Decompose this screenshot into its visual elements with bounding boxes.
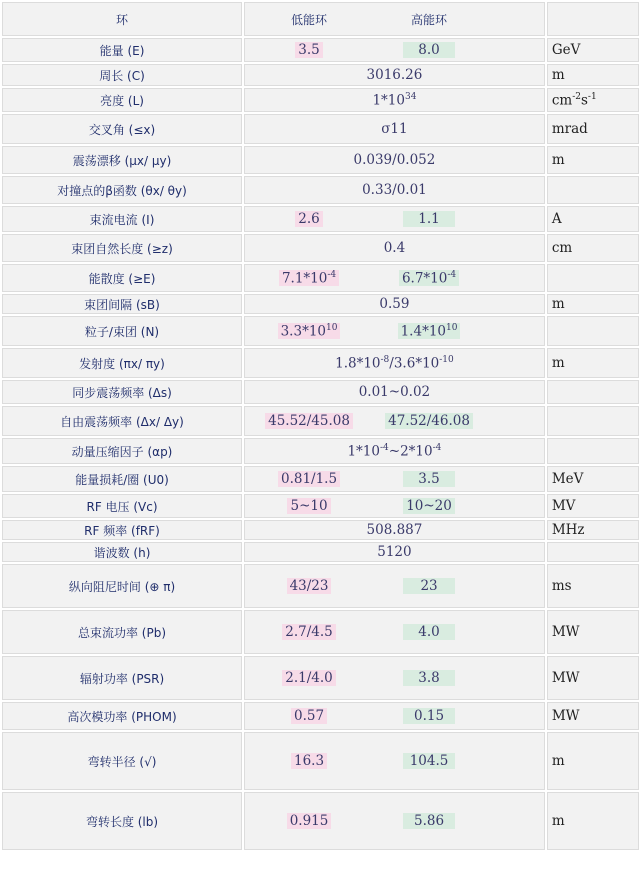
shared-value: 0.01~0.02 — [358, 384, 431, 400]
table-row — [2, 542, 639, 562]
param-value — [244, 114, 545, 144]
high-ring-value — [403, 578, 455, 594]
low-ring-text: 0.915 — [289, 813, 329, 829]
param-name: 束团间隔 (sB) — [2, 294, 242, 314]
table-row — [2, 294, 639, 314]
param-unit — [547, 88, 639, 112]
unit-text: GeV — [551, 42, 581, 58]
low-ring-value — [278, 471, 340, 487]
high-ring-value — [399, 270, 459, 287]
shared-value: 0.039/0.052 — [353, 152, 436, 168]
param-unit — [547, 114, 639, 144]
shared-value: 508.887 — [366, 522, 423, 538]
shared-value: 1*10 — [372, 92, 405, 109]
param-unit — [547, 234, 639, 262]
param-name: 亮度 (L) — [2, 88, 242, 112]
param-name: 震荡漂移 (μx/ μy) — [2, 146, 242, 174]
param-name: 总束流功率 (Pb) — [2, 610, 242, 654]
param-unit — [547, 316, 639, 346]
high-ring-value — [385, 413, 473, 429]
table-row — [2, 348, 639, 378]
header-high-ring: 高能环 — [411, 12, 448, 27]
param-unit — [547, 610, 639, 654]
high-ring-text: 0.15 — [414, 708, 445, 724]
high-ring-value — [403, 42, 455, 58]
param-name: 同步震荡频率 (Δs) — [2, 380, 242, 404]
table-row — [2, 88, 639, 112]
unit-text: m — [551, 296, 565, 312]
low-ring-value — [287, 813, 332, 829]
param-unit — [547, 38, 639, 62]
table-row — [2, 732, 639, 790]
unit-text: MW — [551, 624, 580, 640]
high-ring-text: 5.86 — [414, 813, 445, 829]
unit-text: mrad — [551, 121, 588, 137]
high-ring-value — [403, 624, 455, 640]
param-name: 周长 (C) — [2, 64, 242, 86]
param-unit — [547, 656, 639, 700]
param-name: 发射度 (πx/ πy) — [2, 348, 242, 378]
high-ring-text: 6.7*10 — [401, 270, 448, 287]
param-value — [244, 438, 545, 464]
param-unit — [547, 732, 639, 790]
shared-exponent: 34 — [404, 91, 417, 102]
high-ring-text: 1.4*10 — [400, 323, 446, 340]
table-row — [2, 520, 639, 540]
shared-tail-exponent: -10 — [439, 354, 454, 365]
param-value — [244, 264, 545, 292]
high-ring-text: 4.0 — [418, 624, 440, 640]
param-unit — [547, 206, 639, 232]
high-ring-value — [403, 670, 455, 686]
unit-text: MV — [551, 498, 576, 514]
high-ring-text: 104.5 — [409, 753, 449, 769]
param-value — [244, 294, 545, 314]
high-ring-text: 1.1 — [418, 211, 440, 227]
table-row — [2, 38, 639, 62]
table-row — [2, 406, 639, 436]
shared-value: 3016.26 — [366, 67, 423, 83]
param-value — [244, 792, 545, 850]
low-ring-value — [291, 708, 327, 724]
shared-value: 0.33/0.01 — [362, 182, 427, 198]
param-unit — [547, 564, 639, 608]
param-name: 交叉角 (≤x) — [2, 114, 242, 144]
table-row — [2, 316, 639, 346]
param-unit — [547, 792, 639, 850]
param-value — [244, 520, 545, 540]
table-row — [2, 564, 639, 608]
low-ring-text: 3.5 — [298, 42, 320, 58]
param-name: 自由震荡频率 (Δx/ Δy) — [2, 406, 242, 436]
table-row — [2, 234, 639, 262]
unit-text: m — [551, 355, 565, 371]
param-name: 弯转长度 (lb) — [2, 792, 242, 850]
unit-text: MW — [551, 670, 580, 686]
param-value — [244, 234, 545, 262]
shared-value: 1.8*10 — [335, 355, 381, 372]
table-row — [2, 64, 639, 86]
shared-value: σ11 — [381, 121, 408, 137]
low-ring-value — [291, 753, 327, 769]
low-ring-text: 0.57 — [294, 708, 325, 724]
low-ring-value — [295, 42, 322, 58]
unit-text: MeV — [551, 471, 584, 487]
param-unit — [547, 702, 639, 730]
param-unit — [547, 438, 639, 464]
param-name: RF 频率 (fRF) — [2, 520, 242, 540]
high-ring-value — [403, 471, 455, 487]
param-name: 粒子/束团 (N) — [2, 316, 242, 346]
param-value — [244, 380, 545, 404]
shared-tail-exponent: -4 — [432, 442, 442, 453]
low-ring-exponent: 10 — [326, 322, 338, 333]
param-value — [244, 176, 545, 204]
header-row — [2, 2, 639, 36]
high-ring-value — [403, 708, 455, 724]
param-unit — [547, 64, 639, 86]
unit-text: cm — [551, 92, 573, 109]
shared-exponent: -4 — [379, 442, 389, 453]
table-row — [2, 438, 639, 464]
unit-text: m — [551, 753, 565, 769]
param-value — [244, 542, 545, 562]
param-value — [244, 702, 545, 730]
param-value — [244, 88, 545, 112]
header-energies — [244, 2, 545, 36]
low-ring-text: 5~10 — [290, 498, 328, 514]
low-ring-text: 45.52/45.08 — [268, 413, 350, 429]
table-row — [2, 610, 639, 654]
low-ring-value — [278, 323, 341, 340]
low-ring-value — [287, 498, 330, 514]
low-ring-exponent: -4 — [327, 269, 337, 280]
unit-exponent-2: -1 — [587, 91, 597, 102]
low-ring-value — [282, 670, 336, 686]
shared-value: 0.59 — [379, 296, 410, 312]
low-ring-value — [265, 413, 353, 429]
param-unit — [547, 494, 639, 518]
low-ring-value — [287, 578, 332, 594]
param-unit — [547, 520, 639, 540]
high-ring-exponent: -4 — [447, 269, 457, 280]
param-value — [244, 564, 545, 608]
param-unit — [547, 466, 639, 492]
low-ring-text: 0.81/1.5 — [280, 471, 338, 487]
unit-text-mid: s — [580, 92, 588, 109]
param-unit — [547, 146, 639, 174]
param-unit — [547, 294, 639, 314]
param-value — [244, 406, 545, 436]
param-name: 束流电流 (I) — [2, 206, 242, 232]
param-name: 能量 (E) — [2, 38, 242, 62]
param-value — [244, 656, 545, 700]
param-name: 对撞点的β函数 (θx/ θy) — [2, 176, 242, 204]
param-unit — [547, 176, 639, 204]
table-row — [2, 702, 639, 730]
shared-value-tail: /3.6*10 — [389, 355, 440, 372]
param-value — [244, 494, 545, 518]
low-ring-value — [282, 624, 336, 640]
shared-value: 5120 — [377, 544, 412, 560]
table-row — [2, 264, 639, 292]
low-ring-text: 2.7/4.5 — [285, 624, 333, 640]
low-ring-value — [295, 211, 322, 227]
param-name: 弯转半径 (√) — [2, 732, 242, 790]
unit-text: ms — [551, 578, 572, 594]
unit-text: cm — [551, 240, 573, 256]
param-value — [244, 466, 545, 492]
param-unit — [547, 348, 639, 378]
high-ring-value — [398, 323, 461, 340]
param-value — [244, 38, 545, 62]
high-ring-text: 10~20 — [406, 498, 452, 514]
high-ring-text: 3.5 — [418, 471, 440, 487]
high-ring-exponent: 10 — [446, 322, 458, 333]
param-name: 动量压缩因子 (αp) — [2, 438, 242, 464]
low-ring-text: 7.1*10 — [281, 270, 328, 287]
param-value — [244, 64, 545, 86]
param-value — [244, 316, 545, 346]
param-unit — [547, 406, 639, 436]
table-row — [2, 466, 639, 492]
low-ring-text: 3.3*10 — [280, 323, 326, 340]
param-name: 能量损耗/圈 (U0) — [2, 466, 242, 492]
param-value — [244, 732, 545, 790]
low-ring-text: 2.1/4.0 — [285, 670, 333, 686]
high-ring-text: 8.0 — [418, 42, 440, 58]
param-unit — [547, 542, 639, 562]
header-ring: 环 — [2, 2, 242, 36]
table-row — [2, 380, 639, 404]
param-name: RF 电压 (Vc) — [2, 494, 242, 518]
table-row — [2, 114, 639, 144]
shared-exponent: -8 — [380, 354, 390, 365]
param-value — [244, 610, 545, 654]
shared-value-tail: ~2*10 — [388, 443, 433, 460]
param-name: 纵向阻尼时间 (⊕ π) — [2, 564, 242, 608]
param-value — [244, 146, 545, 174]
unit-text: MHz — [551, 522, 585, 538]
unit-text: m — [551, 813, 565, 829]
low-ring-text: 2.6 — [298, 211, 320, 227]
unit-text: MW — [551, 708, 580, 724]
unit-text: m — [551, 152, 565, 168]
table-row — [2, 656, 639, 700]
unit-exponent: -2 — [572, 91, 581, 102]
param-name: 能散度 (≥E) — [2, 264, 242, 292]
high-ring-text: 47.52/46.08 — [388, 413, 470, 429]
high-ring-value — [403, 753, 455, 769]
table-row — [2, 494, 639, 518]
high-ring-value — [403, 813, 455, 829]
high-ring-value — [403, 211, 455, 227]
param-name: 谐波数 (h) — [2, 542, 242, 562]
unit-text: A — [551, 211, 562, 227]
table-row — [2, 206, 639, 232]
high-ring-text: 23 — [420, 578, 438, 594]
param-unit — [547, 264, 639, 292]
shared-value: 1*10 — [347, 443, 380, 460]
table-row — [2, 792, 639, 850]
header-low-ring: 低能环 — [291, 12, 328, 27]
high-ring-value — [403, 498, 455, 514]
param-value — [244, 348, 545, 378]
high-ring-text: 3.8 — [418, 670, 440, 686]
param-unit — [547, 380, 639, 404]
unit-text: m — [551, 67, 565, 83]
low-ring-value — [279, 270, 339, 287]
table-row — [2, 176, 639, 204]
table-row — [2, 146, 639, 174]
param-value — [244, 206, 545, 232]
param-name: 辐射功率 (PSR) — [2, 656, 242, 700]
shared-value: 0.4 — [383, 240, 406, 256]
low-ring-text: 16.3 — [294, 753, 325, 769]
param-name: 束团自然长度 (≥z) — [2, 234, 242, 262]
low-ring-text: 43/23 — [289, 578, 329, 594]
param-name: 高次模功率 (PHOM) — [2, 702, 242, 730]
header-unit — [547, 2, 639, 36]
